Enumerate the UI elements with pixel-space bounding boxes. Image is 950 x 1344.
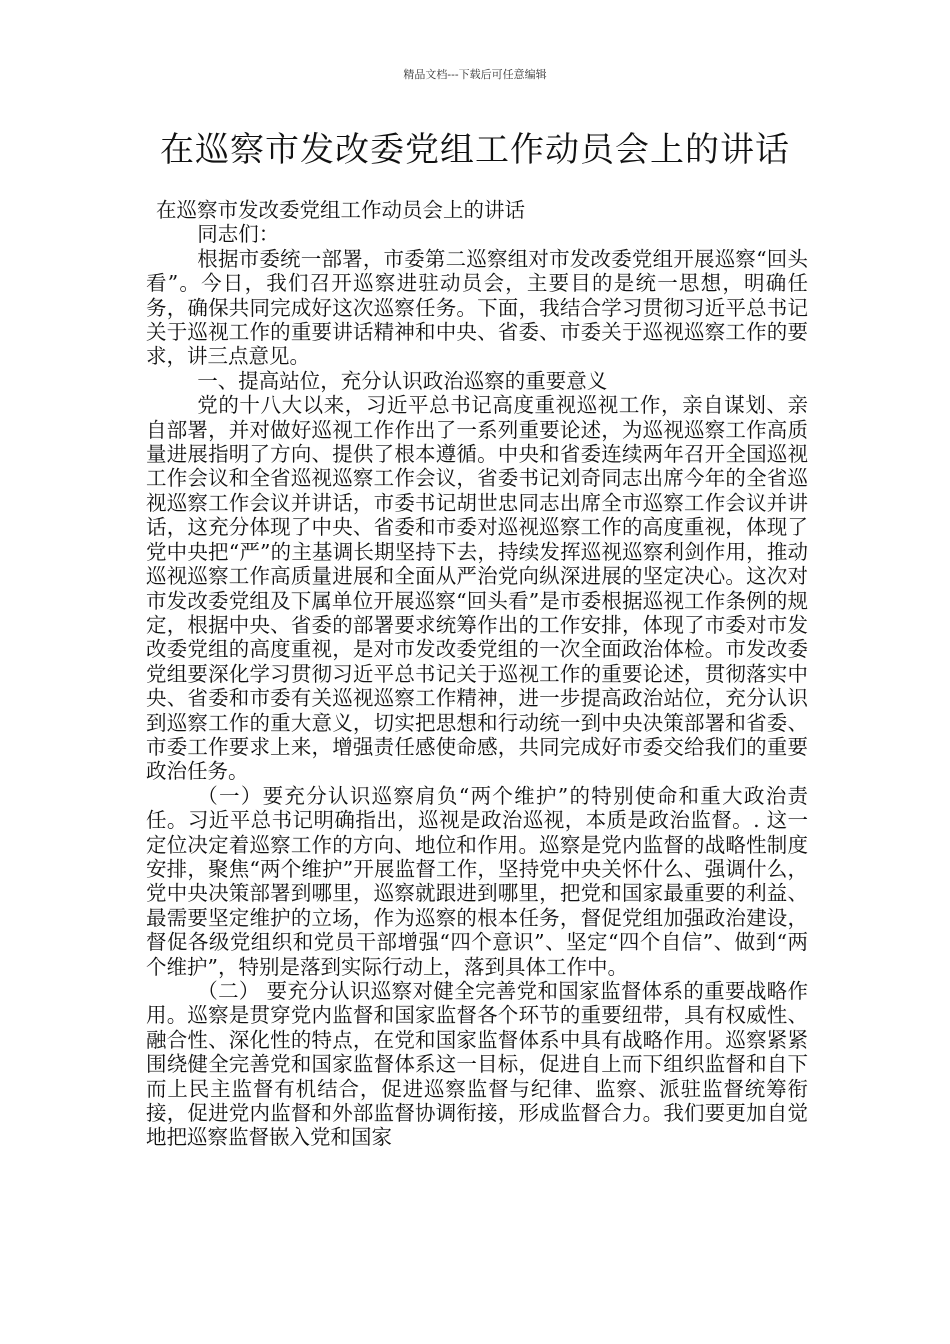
greeting: 同志们：	[197, 222, 280, 247]
paragraph-section-1: 党的十八大以来，习近平总书记高度重视巡视工作，亲自谋划、亲自部署，并对做好巡视工作作出了一系列重要论述，为巡视巡察工作高质量进展指明了方向、提供了根本遵循。中央和省委连续两年召开全国巡视工作会议和全省巡视巡察工作会议，省委书记刘奇同志出席今年的全省巡视巡察工作会议并讲话，市委书记胡世忠同志出席全市巡察工作会议并讲话，这充分体现了中央、省委和市委对巡视巡察工作的高度重视，体现了党中央把“严”的主基调长期坚持下去，持续发挥巡视巡察利剑作用，推动巡视巡察工作高质量进展和全面从严治党向纵深进展的坚定决心。这次对市发改委党组及下属单位开展巡察“回头看”是市委根据巡视工作条例的规定，根据中央、省委的部署要求统筹作出的工作安排，体现了市委对市发改委党组的高度重视，是对市发改委党组的一次全面政治体检。市发改委党组要深化学习贯彻习近平总书记关于巡视工作的重要论述，贯彻落实中央、省委和市委有关巡视巡察工作精神，进一步提高政治站位，充分认识到巡察工作的重大意义，切实把思想和行动统一到中央决策部署和省委、市委工作要求上来，增强责任感使命感，共同完成好市委交给我们的重要政治任务。	[146, 393, 808, 784]
header-note: 精品文档---下载后可任意编辑	[403, 68, 547, 81]
paragraph-subsection-2: （二） 要充分认识巡察对健全完善党和国家监督体系的重要战略作用。巡察是贯穿党内监督和国家监督各个环节的重要纽带，具有权威性、融合性、深化性的特点，在党和国家监督体系中具有战略作用。巡察紧紧围绕健全完善党和国家监督体系这一目标，促进自上而下组织监督和自下而上民主监督有机结合，促进巡察监督与纪律、监察、派驻监督统筹衔接，促进党内监督和外部监督协调衔接，形成监督合力。我们要更加自觉地把巡察监督嵌入党和国家	[146, 979, 808, 1150]
paragraph-subsection-1: （一）要充分认识巡察肩负“两个维护”的特别使命和重大政治责任。习近平总书记明确指出，巡视是政治巡视，本质是政治监督。. 这一定位决定着巡察工作的方向、地位和作用。巡察是党内监督的战略性制度安排，聚焦“两个维护”开展监督工作，坚持党中央关怀什么、强调什么，党中央决策部署到哪里，巡察就跟进到哪里，把党和国家最重要的利益、最需要坚定维护的立场，作为巡察的根本任务，督促党组加强政治建设，督促各级党组织和党员干部增强“四个意识”、坚定“四个自信”、做到“两个维护”，特别是落到实际行动上，落到具体工作中。	[146, 783, 808, 979]
paragraph-intro: 根据市委统一部署，市委第二巡察组对市发改委党组开展巡察“回头看”。今日，我们召开巡察进驻动员会，主要目的是统一思想，明确任务，确保共同完成好这次巡察任务。下面，我结合学习贯彻习近平总书记关于巡视工作的重要讲话精神和中央、省委、市委关于巡视巡察工作的要求，讲三点意见。	[146, 246, 808, 369]
section-heading-1: 一、提高站位，充分认识政治巡察的重要意义	[197, 368, 608, 393]
document-body	[146, 198, 808, 1150]
document-title: 在巡察市发改委党组工作动员会上的讲话	[160, 130, 790, 170]
document-subtitle: 在巡察市发改委党组工作动员会上的讲话	[156, 198, 525, 222]
